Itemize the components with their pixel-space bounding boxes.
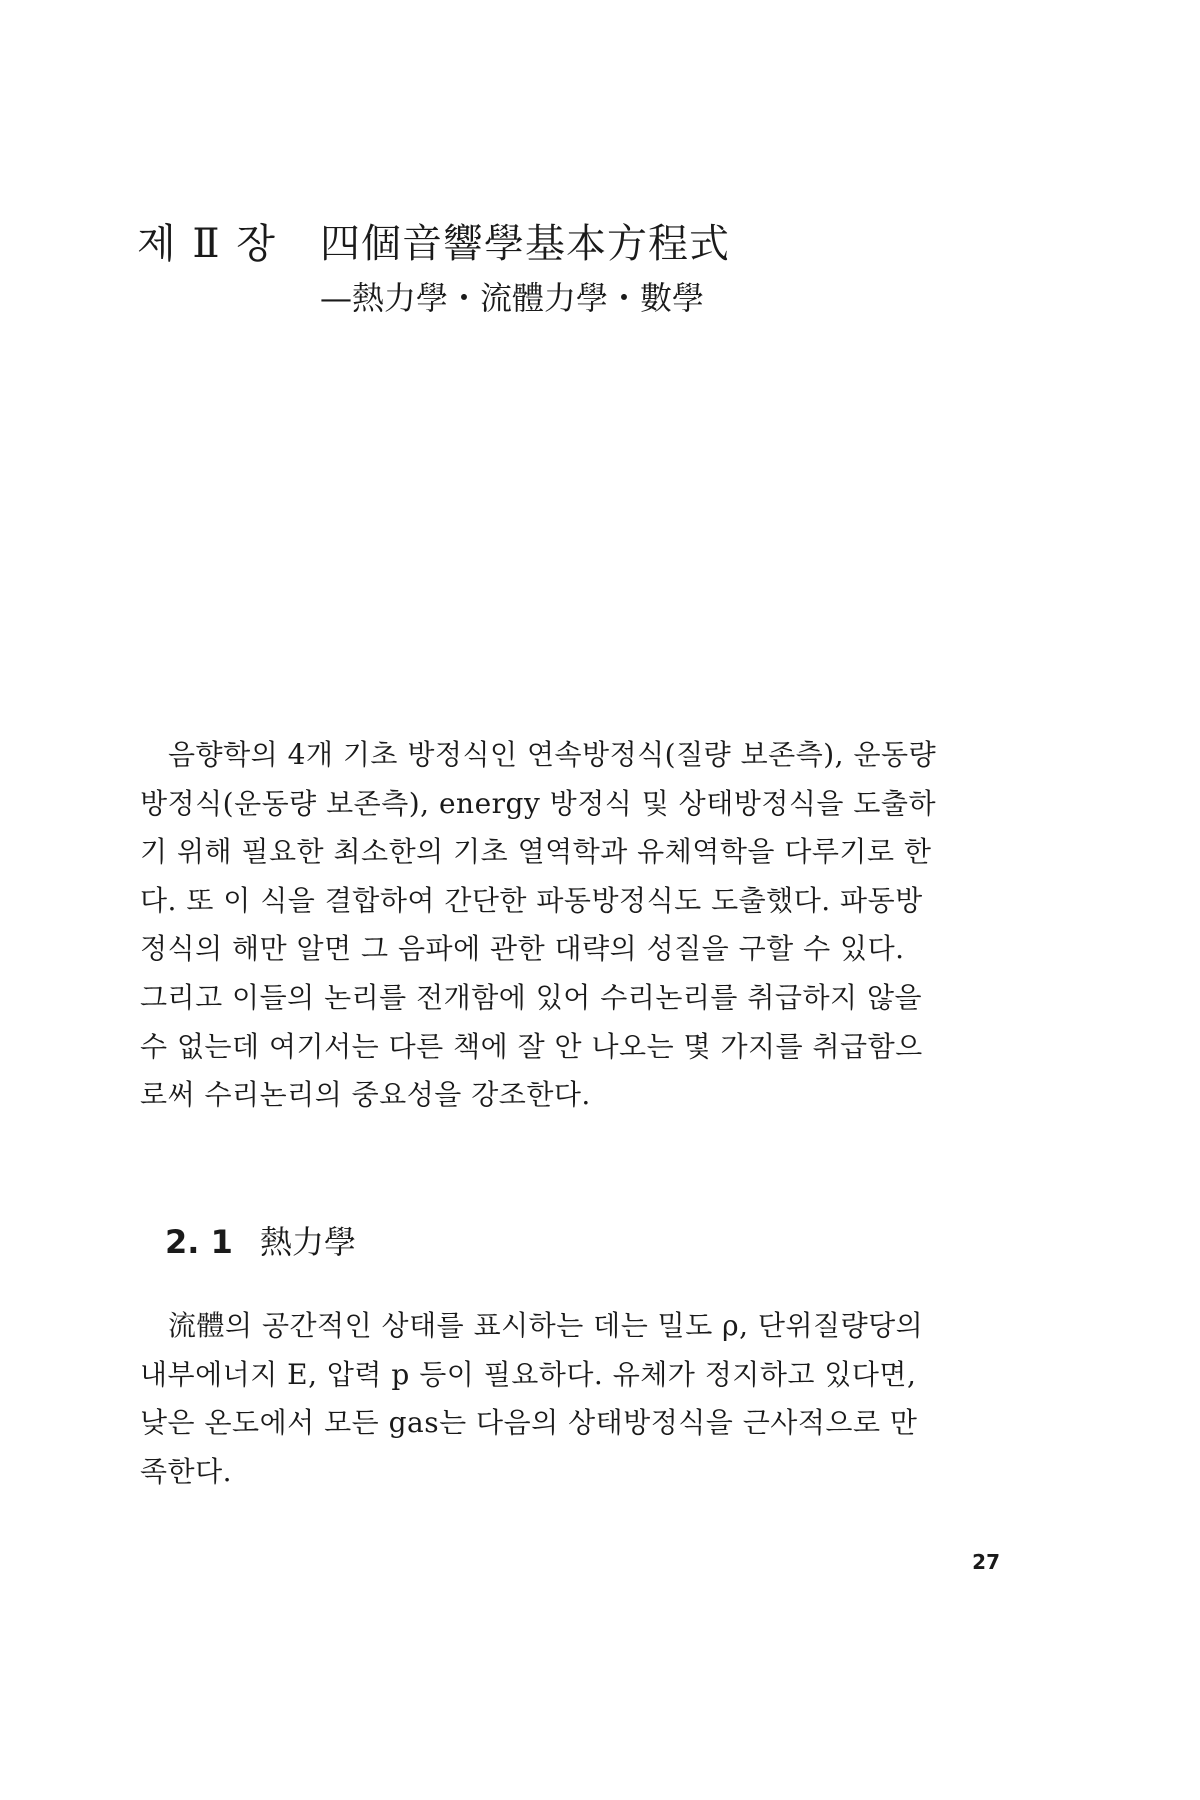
- intro-line: 로써 수리논리의 중요성을 강조한다.: [140, 1078, 591, 1112]
- chapter-label: 제 Ⅱ 장: [137, 221, 277, 267]
- intro-line: 정식의 해만 알면 그 음파에 관한 대략의 성질을 구할 수 있다.: [140, 932, 905, 966]
- section-title: 熱力學: [260, 1223, 357, 1261]
- section-line: 족한다.: [140, 1454, 233, 1488]
- section-line: 낮은 온도에서 모든 gas는 다음의 상태방정식을 근사적으로 만: [140, 1406, 918, 1440]
- section-number: 2. 1: [165, 1223, 233, 1261]
- intro-line: 음향학의 4개 기초 방정식인 연속방정식(질량 보존측), 운동량: [168, 738, 937, 771]
- chapter-subtitle: —熱力學・流體力學・數學: [320, 279, 705, 317]
- intro-line: 수 없는데 여기서는 다른 책에 잘 안 나오는 몇 가지를 취급함으: [140, 1029, 923, 1063]
- intro-paragraph: [140, 731, 1046, 1131]
- intro-line: 기 위해 필요한 최소한의 기초 열역학과 유체역학을 다루기로 한: [140, 835, 932, 869]
- intro-line: 그리고 이들의 논리를 전개함에 있어 수리논리를 취급하지 않을: [140, 980, 923, 1014]
- chapter-heading: [137, 218, 1037, 320]
- section-heading: [165, 1220, 356, 1264]
- intro-line: 다. 또 이 식을 결합하여 간단한 파동방정식도 도출했다. 파동방: [140, 883, 923, 917]
- page-number: 27: [972, 1550, 1000, 1574]
- section-line: 流體의 공간적인 상태를 표시하는 데는 밀도 ρ, 단위질량당의: [168, 1309, 924, 1342]
- chapter-title: 四個音響學基本方程式: [320, 221, 730, 267]
- section-line: 내부에너지 E, 압력 p 등이 필요하다. 유체가 정지하고 있다면,: [140, 1357, 917, 1391]
- chapter-title-line: [137, 218, 1037, 270]
- section-paragraph: [140, 1302, 1046, 1512]
- intro-line: 방정식(운동량 보존측), energy 방정식 및 상태방정식을 도출하: [140, 786, 937, 820]
